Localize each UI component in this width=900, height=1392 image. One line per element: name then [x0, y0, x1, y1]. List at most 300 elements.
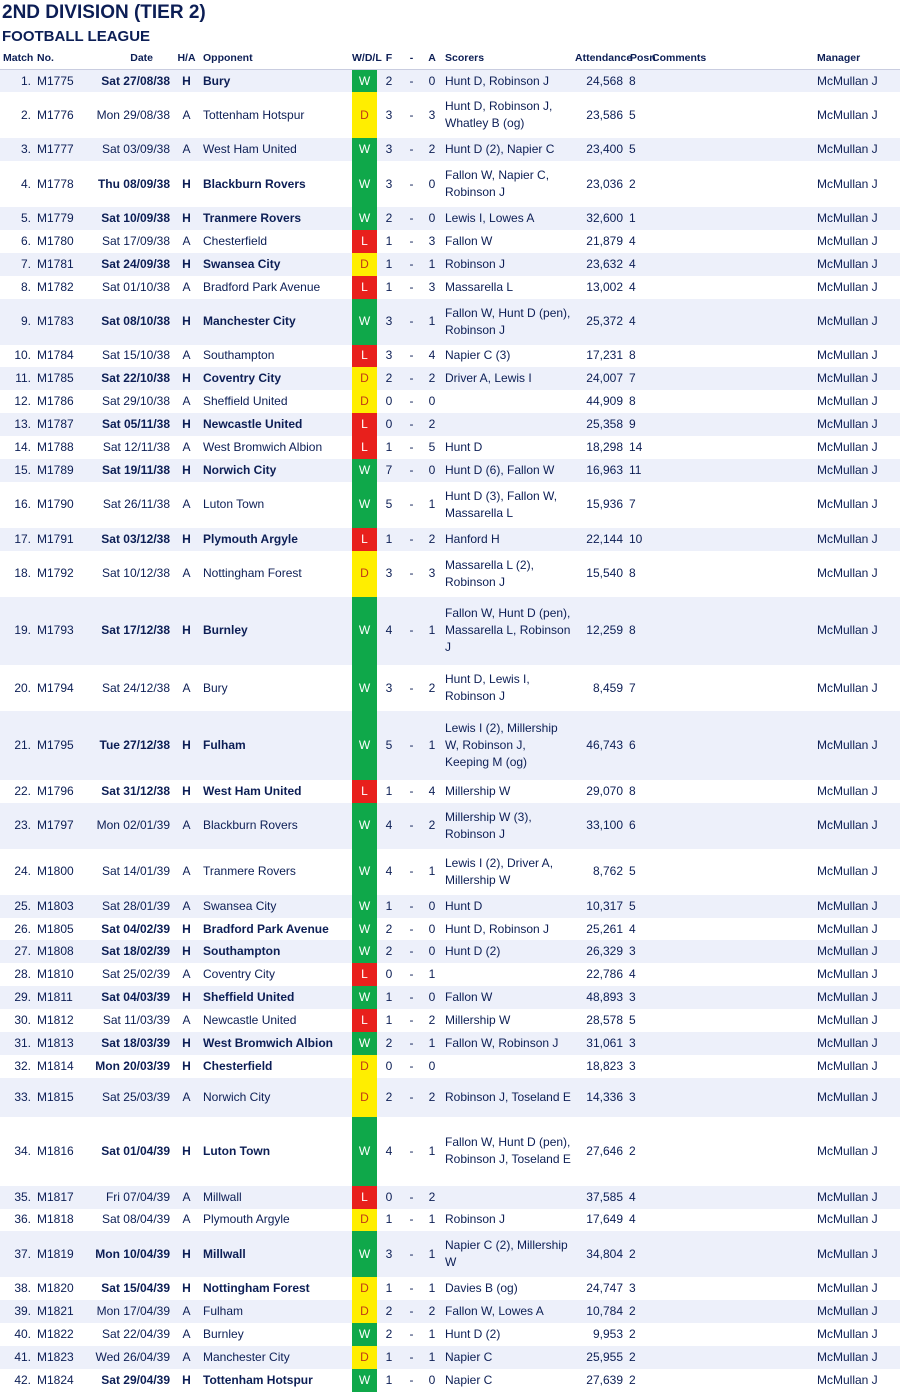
comments	[652, 92, 814, 138]
scorers: Fallon W	[442, 230, 575, 253]
attendance: 31,061	[575, 1032, 626, 1055]
scorers: Fallon W, Napier C, Robinson J	[442, 161, 575, 207]
table-row	[0, 780, 900, 803]
match-code: M1823	[34, 1346, 74, 1369]
league-position: 2	[626, 1369, 652, 1392]
table-row	[0, 436, 900, 459]
match-code: M1794	[34, 665, 74, 711]
table-row	[0, 1032, 900, 1055]
goals-for: 1	[377, 1369, 401, 1392]
goals-against: 1	[422, 1032, 442, 1055]
home-away: A	[173, 390, 200, 413]
page-title: 2ND DIVISION (TIER 2)	[2, 2, 206, 23]
result-badge: L	[352, 413, 377, 436]
league-position: 4	[626, 1209, 652, 1232]
home-away: H	[173, 70, 200, 93]
attendance: 25,955	[575, 1346, 626, 1369]
result-badge: W	[352, 597, 377, 666]
league-position: 5	[626, 1009, 652, 1032]
match-date: Sat 08/04/39	[74, 1209, 173, 1232]
score-separator: -	[401, 1323, 422, 1346]
goals-against: 2	[422, 1186, 442, 1209]
opponent: Swansea City	[200, 895, 352, 918]
opponent: Tottenham Hotspur	[200, 1369, 352, 1392]
goals-against: 5	[422, 436, 442, 459]
manager: McMullan J	[814, 138, 900, 161]
league-position: 10	[626, 528, 652, 551]
match-date: Sat 22/10/38	[74, 367, 173, 390]
league-position: 6	[626, 711, 652, 780]
match-date: Sat 11/03/39	[74, 1009, 173, 1032]
opponent: Southampton	[200, 940, 352, 963]
table-row	[0, 207, 900, 230]
manager: McMullan J	[814, 986, 900, 1009]
table-row	[0, 1323, 900, 1346]
comments	[652, 161, 814, 207]
manager: McMullan J	[814, 230, 900, 253]
goals-against: 2	[422, 367, 442, 390]
attendance: 14,336	[575, 1078, 626, 1117]
league-position: 5	[626, 92, 652, 138]
result-badge: L	[352, 780, 377, 803]
home-away: H	[173, 1231, 200, 1277]
goals-for: 4	[377, 849, 401, 895]
match-number: 27.	[0, 940, 34, 963]
opponent: Norwich City	[200, 1078, 352, 1117]
table-header-row	[0, 47, 900, 70]
league-position: 3	[626, 1078, 652, 1117]
comments	[652, 711, 814, 780]
match-date: Sat 10/12/38	[74, 551, 173, 597]
goals-against: 1	[422, 963, 442, 986]
match-date: Thu 08/09/38	[74, 161, 173, 207]
table-row	[0, 528, 900, 551]
attendance: 10,784	[575, 1300, 626, 1323]
match-date: Sat 03/12/38	[74, 528, 173, 551]
opponent: Bury	[200, 70, 352, 93]
scorers: Fallon W, Lowes A	[442, 1300, 575, 1323]
comments	[652, 436, 814, 459]
comments	[652, 1346, 814, 1369]
league-position: 8	[626, 345, 652, 368]
score-separator: -	[401, 963, 422, 986]
manager: McMullan J	[814, 253, 900, 276]
match-code: M1787	[34, 413, 74, 436]
home-away: H	[173, 986, 200, 1009]
comments	[652, 1032, 814, 1055]
match-number: 41.	[0, 1346, 34, 1369]
match-code: M1790	[34, 482, 74, 528]
match-code: M1780	[34, 230, 74, 253]
attendance: 23,586	[575, 92, 626, 138]
table-row	[0, 1300, 900, 1323]
goals-against: 2	[422, 413, 442, 436]
match-date: Sat 15/10/38	[74, 345, 173, 368]
league-position: 8	[626, 551, 652, 597]
league-position: 14	[626, 436, 652, 459]
goals-for: 0	[377, 1186, 401, 1209]
table-row	[0, 230, 900, 253]
goals-against: 2	[422, 528, 442, 551]
manager: McMullan J	[814, 1346, 900, 1369]
match-number: 22.	[0, 780, 34, 803]
opponent: Sheffield United	[200, 986, 352, 1009]
goals-against: 2	[422, 665, 442, 711]
result-badge: L	[352, 1009, 377, 1032]
result-badge: W	[352, 1369, 377, 1392]
goals-for: 1	[377, 230, 401, 253]
manager: McMullan J	[814, 482, 900, 528]
comments	[652, 986, 814, 1009]
manager: McMullan J	[814, 1032, 900, 1055]
result-badge: D	[352, 92, 377, 138]
header-dash: -	[401, 47, 422, 70]
score-separator: -	[401, 207, 422, 230]
goals-for: 2	[377, 1078, 401, 1117]
scorers: Hunt D (2)	[442, 940, 575, 963]
score-separator: -	[401, 1009, 422, 1032]
match-code: M1786	[34, 390, 74, 413]
score-separator: -	[401, 276, 422, 299]
league-position: 5	[626, 895, 652, 918]
match-number: 2.	[0, 92, 34, 138]
scorers: Hunt D, Robinson J	[442, 918, 575, 941]
result-badge: D	[352, 1346, 377, 1369]
attendance: 15,540	[575, 551, 626, 597]
goals-for: 1	[377, 528, 401, 551]
scorers: Millership W	[442, 780, 575, 803]
goals-for: 7	[377, 459, 401, 482]
scorers: Napier C	[442, 1369, 575, 1392]
manager: McMullan J	[814, 963, 900, 986]
home-away: H	[173, 711, 200, 780]
match-code: M1778	[34, 161, 74, 207]
scorers: Massarella L (2), Robinson J	[442, 551, 575, 597]
home-away: A	[173, 482, 200, 528]
manager: McMullan J	[814, 92, 900, 138]
manager: McMullan J	[814, 413, 900, 436]
goals-for: 2	[377, 1323, 401, 1346]
scorers	[442, 963, 575, 986]
manager: McMullan J	[814, 849, 900, 895]
score-separator: -	[401, 1231, 422, 1277]
scorers: Millership W	[442, 1009, 575, 1032]
match-date: Sat 17/12/38	[74, 597, 173, 666]
result-badge: L	[352, 963, 377, 986]
result-badge: D	[352, 1055, 377, 1078]
match-code: M1822	[34, 1323, 74, 1346]
league-position: 5	[626, 849, 652, 895]
attendance: 8,459	[575, 665, 626, 711]
match-code: M1782	[34, 276, 74, 299]
goals-for: 5	[377, 711, 401, 780]
score-separator: -	[401, 70, 422, 93]
comments	[652, 1117, 814, 1186]
manager: McMullan J	[814, 780, 900, 803]
score-separator: -	[401, 92, 422, 138]
scorers: Millership W (3), Robinson J	[442, 803, 575, 849]
manager: McMullan J	[814, 367, 900, 390]
home-away: A	[173, 849, 200, 895]
header-date: Date	[74, 47, 173, 70]
league-position: 4	[626, 299, 652, 345]
goals-for: 2	[377, 1300, 401, 1323]
opponent: Plymouth Argyle	[200, 1209, 352, 1232]
goals-against: 2	[422, 1009, 442, 1032]
opponent: Luton Town	[200, 1117, 352, 1186]
match-number: 33.	[0, 1078, 34, 1117]
goals-for: 4	[377, 1117, 401, 1186]
match-date: Sat 04/03/39	[74, 986, 173, 1009]
match-date: Sat 15/04/39	[74, 1277, 173, 1300]
table-row	[0, 711, 900, 780]
table-row	[0, 1369, 900, 1392]
table-row	[0, 299, 900, 345]
league-position: 4	[626, 276, 652, 299]
manager: McMullan J	[814, 711, 900, 780]
scorers: Robinson J	[442, 1209, 575, 1232]
match-code: M1784	[34, 345, 74, 368]
manager: McMullan J	[814, 436, 900, 459]
goals-for: 2	[377, 207, 401, 230]
home-away: H	[173, 1055, 200, 1078]
match-date: Sat 14/01/39	[74, 849, 173, 895]
league-position: 4	[626, 963, 652, 986]
match-date: Sat 04/02/39	[74, 918, 173, 941]
match-code: M1781	[34, 253, 74, 276]
comments	[652, 482, 814, 528]
match-number: 16.	[0, 482, 34, 528]
manager: McMullan J	[814, 390, 900, 413]
attendance: 25,358	[575, 413, 626, 436]
score-separator: -	[401, 161, 422, 207]
match-number: 40.	[0, 1323, 34, 1346]
comments	[652, 551, 814, 597]
match-date: Sat 18/02/39	[74, 940, 173, 963]
home-away: A	[173, 803, 200, 849]
result-badge: D	[352, 1300, 377, 1323]
comments	[652, 1186, 814, 1209]
score-separator: -	[401, 253, 422, 276]
table-row	[0, 551, 900, 597]
league-position: 4	[626, 230, 652, 253]
result-badge: W	[352, 940, 377, 963]
match-code: M1777	[34, 138, 74, 161]
match-date: Tue 27/12/38	[74, 711, 173, 780]
attendance: 25,372	[575, 299, 626, 345]
scorers: Lewis I (2), Driver A, Millership W	[442, 849, 575, 895]
scorers: Robinson J, Toseland E	[442, 1078, 575, 1117]
attendance: 25,261	[575, 918, 626, 941]
opponent: Tranmere Rovers	[200, 207, 352, 230]
match-number: 36.	[0, 1209, 34, 1232]
goals-against: 0	[422, 940, 442, 963]
attendance: 16,963	[575, 459, 626, 482]
table-row	[0, 963, 900, 986]
goals-against: 2	[422, 1300, 442, 1323]
opponent: Tranmere Rovers	[200, 849, 352, 895]
match-date: Sat 05/11/38	[74, 413, 173, 436]
home-away: A	[173, 1323, 200, 1346]
match-code: M1795	[34, 711, 74, 780]
goals-against: 2	[422, 1078, 442, 1117]
match-date: Mon 20/03/39	[74, 1055, 173, 1078]
match-number: 7.	[0, 253, 34, 276]
attendance: 29,070	[575, 780, 626, 803]
goals-for: 0	[377, 1055, 401, 1078]
opponent: Chesterfield	[200, 230, 352, 253]
opponent: Coventry City	[200, 963, 352, 986]
goals-for: 1	[377, 780, 401, 803]
opponent: Coventry City	[200, 367, 352, 390]
match-code: M1788	[34, 436, 74, 459]
table-row	[0, 367, 900, 390]
match-date: Sat 25/03/39	[74, 1078, 173, 1117]
scorers: Hunt D (2)	[442, 1323, 575, 1346]
result-badge: D	[352, 1209, 377, 1232]
match-number: 29.	[0, 986, 34, 1009]
match-date: Mon 10/04/39	[74, 1231, 173, 1277]
score-separator: -	[401, 528, 422, 551]
manager: McMullan J	[814, 276, 900, 299]
score-separator: -	[401, 230, 422, 253]
comments	[652, 963, 814, 986]
match-date: Sat 01/10/38	[74, 276, 173, 299]
goals-for: 0	[377, 413, 401, 436]
table-row	[0, 665, 900, 711]
header-opponent: Opponent	[200, 47, 352, 70]
match-number: 28.	[0, 963, 34, 986]
header-f: F	[377, 47, 401, 70]
home-away: H	[173, 1032, 200, 1055]
scorers: Hunt D (6), Fallon W	[442, 459, 575, 482]
header-wdl: W/D/L	[352, 47, 377, 70]
match-date: Sat 17/09/38	[74, 230, 173, 253]
result-badge: D	[352, 1277, 377, 1300]
score-separator: -	[401, 1369, 422, 1392]
goals-against: 0	[422, 895, 442, 918]
home-away: A	[173, 230, 200, 253]
manager: McMullan J	[814, 803, 900, 849]
score-separator: -	[401, 803, 422, 849]
scorers	[442, 413, 575, 436]
opponent: Luton Town	[200, 482, 352, 528]
match-date: Sat 03/09/38	[74, 138, 173, 161]
match-date: Sat 24/12/38	[74, 665, 173, 711]
home-away: A	[173, 1009, 200, 1032]
goals-against: 0	[422, 161, 442, 207]
goals-against: 3	[422, 276, 442, 299]
comments	[652, 1300, 814, 1323]
score-separator: -	[401, 665, 422, 711]
opponent: Newcastle United	[200, 413, 352, 436]
match-number: 13.	[0, 413, 34, 436]
match-number: 15.	[0, 459, 34, 482]
match-date: Sat 01/04/39	[74, 1117, 173, 1186]
opponent: Bradford Park Avenue	[200, 276, 352, 299]
opponent: Chesterfield	[200, 1055, 352, 1078]
result-badge: D	[352, 367, 377, 390]
scorers: Hunt D, Lewis I, Robinson J	[442, 665, 575, 711]
result-badge: W	[352, 70, 377, 93]
opponent: Millwall	[200, 1186, 352, 1209]
scorers: Davies B (og)	[442, 1277, 575, 1300]
goals-for: 3	[377, 299, 401, 345]
scorers: Napier C (3)	[442, 345, 575, 368]
league-position: 3	[626, 1032, 652, 1055]
match-code: M1789	[34, 459, 74, 482]
result-badge: W	[352, 299, 377, 345]
goals-against: 3	[422, 92, 442, 138]
home-away: H	[173, 459, 200, 482]
table-row	[0, 459, 900, 482]
match-date: Sat 10/09/38	[74, 207, 173, 230]
comments	[652, 345, 814, 368]
match-date: Sat 28/01/39	[74, 895, 173, 918]
attendance: 44,909	[575, 390, 626, 413]
match-date: Sat 27/08/38	[74, 70, 173, 93]
match-number: 6.	[0, 230, 34, 253]
header-attendance: Attendance	[575, 47, 626, 70]
comments	[652, 1323, 814, 1346]
result-badge: W	[352, 1117, 377, 1186]
result-badge: D	[352, 390, 377, 413]
match-code: M1819	[34, 1231, 74, 1277]
table-row	[0, 413, 900, 436]
manager: McMullan J	[814, 895, 900, 918]
score-separator: -	[401, 345, 422, 368]
score-separator: -	[401, 1032, 422, 1055]
goals-against: 0	[422, 70, 442, 93]
match-number: 31.	[0, 1032, 34, 1055]
goals-for: 3	[377, 1231, 401, 1277]
goals-against: 1	[422, 1209, 442, 1232]
match-number: 34.	[0, 1117, 34, 1186]
home-away: H	[173, 367, 200, 390]
goals-for: 1	[377, 895, 401, 918]
home-away: H	[173, 940, 200, 963]
goals-against: 1	[422, 299, 442, 345]
table-row	[0, 138, 900, 161]
opponent: Sheffield United	[200, 390, 352, 413]
opponent: Manchester City	[200, 1346, 352, 1369]
result-badge: W	[352, 895, 377, 918]
attendance: 33,100	[575, 803, 626, 849]
match-number: 39.	[0, 1300, 34, 1323]
match-number: 18.	[0, 551, 34, 597]
score-separator: -	[401, 367, 422, 390]
score-separator: -	[401, 1300, 422, 1323]
league-position: 8	[626, 597, 652, 666]
manager: McMullan J	[814, 597, 900, 666]
league-position: 3	[626, 940, 652, 963]
result-badge: W	[352, 207, 377, 230]
score-separator: -	[401, 1078, 422, 1117]
table-row	[0, 345, 900, 368]
goals-for: 3	[377, 161, 401, 207]
attendance: 28,578	[575, 1009, 626, 1032]
attendance: 23,632	[575, 253, 626, 276]
opponent: Southampton	[200, 345, 352, 368]
match-code: M1783	[34, 299, 74, 345]
scorers: Fallon W, Hunt D (pen), Massarella L, Robinson J	[442, 597, 575, 666]
comments	[652, 528, 814, 551]
score-separator: -	[401, 436, 422, 459]
table-row	[0, 895, 900, 918]
goals-against: 1	[422, 849, 442, 895]
match-number: 38.	[0, 1277, 34, 1300]
table-row	[0, 92, 900, 138]
